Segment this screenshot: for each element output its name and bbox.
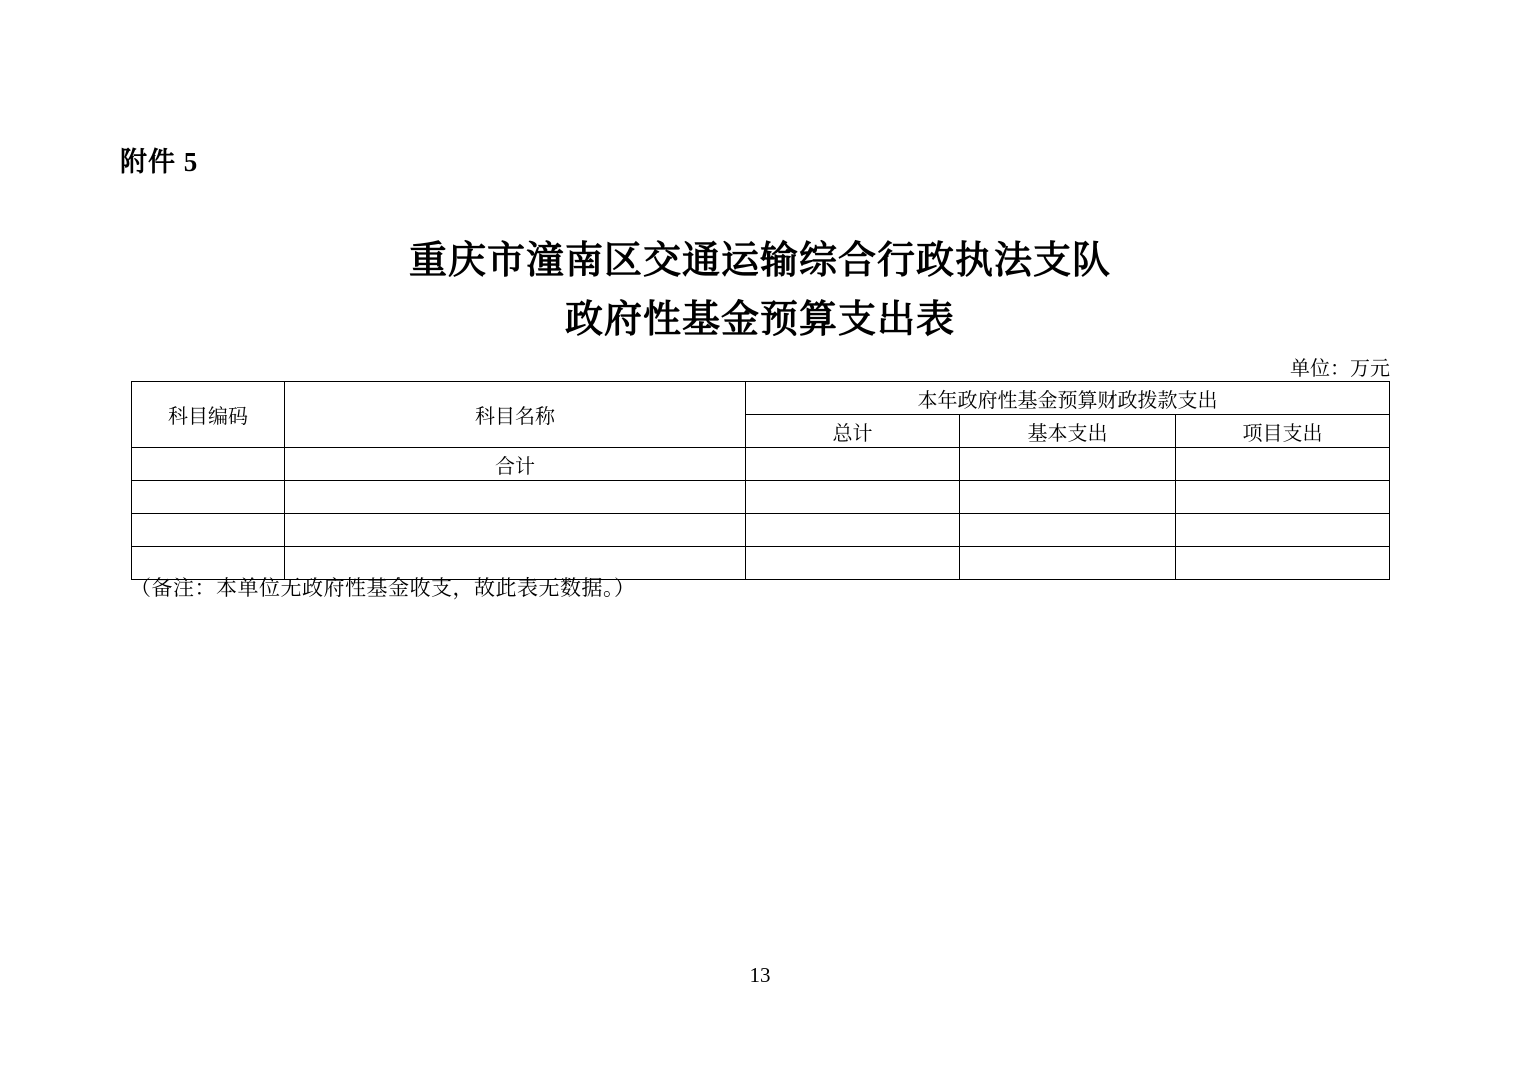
- cell-code: [132, 448, 285, 481]
- cell-project: [1176, 547, 1390, 580]
- cell-name: [285, 514, 746, 547]
- header-name: 科目名称: [285, 382, 746, 448]
- title-line-2: 政府性基金预算支出表: [564, 298, 955, 341]
- cell-total: [746, 481, 960, 514]
- page-title: [0, 232, 1520, 350]
- header-project: 项目支出: [1176, 415, 1390, 448]
- cell-basic: [960, 481, 1176, 514]
- cell-name: 合计: [285, 448, 746, 481]
- table-row: [132, 481, 1390, 514]
- unit-note: 单位：万元: [1290, 358, 1390, 380]
- header-group-funding-expenditure: 本年政府性基金预算财政拨款支出: [746, 382, 1390, 415]
- cell-project: [1176, 514, 1390, 547]
- cell-total: [746, 514, 960, 547]
- page-number: 13: [749, 963, 771, 987]
- cell-basic: [960, 448, 1176, 481]
- cell-basic: [960, 514, 1176, 547]
- cell-code: [132, 481, 285, 514]
- header-code: 科目编码: [132, 382, 285, 448]
- table-remark: （备注：本单位无政府性基金收支，故此表无数据。）: [130, 576, 636, 600]
- cell-total: [746, 547, 960, 580]
- header-basic: 基本支出: [960, 415, 1176, 448]
- cell-basic: [960, 547, 1176, 580]
- cell-project: [1176, 481, 1390, 514]
- header-total: 总计: [746, 415, 960, 448]
- cell-name: [285, 481, 746, 514]
- table-row: [132, 514, 1390, 547]
- cell-project: [1176, 448, 1390, 481]
- table-header-row-1: [132, 382, 1390, 415]
- cell-code: [132, 514, 285, 547]
- table-row: [132, 448, 1390, 481]
- attachment-label: 附件 5: [120, 147, 199, 177]
- budget-table: [131, 381, 1390, 580]
- cell-total: [746, 448, 960, 481]
- title-line-1: 重庆市潼南区交通运输综合行政执法支队: [408, 240, 1111, 282]
